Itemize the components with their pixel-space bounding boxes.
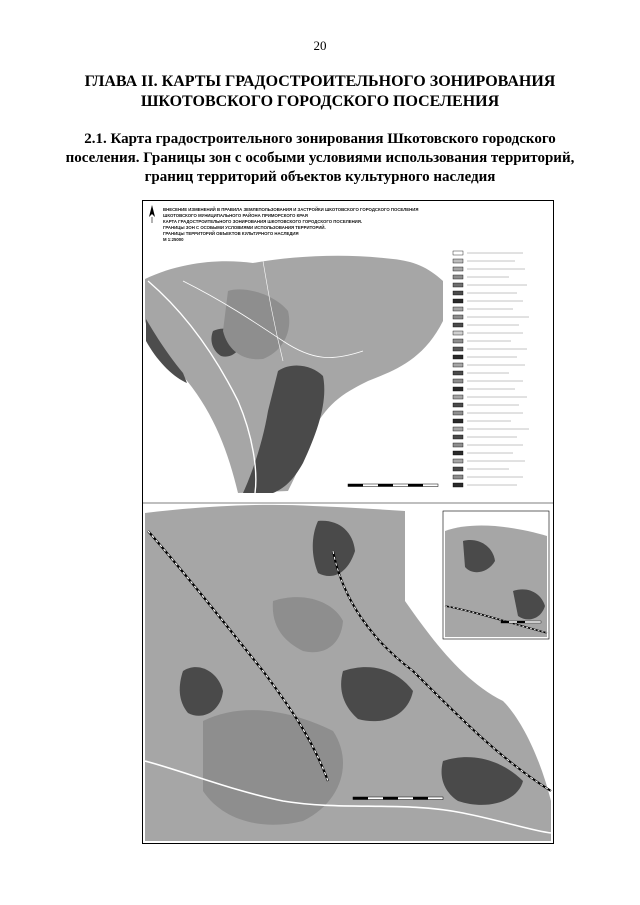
page-number: 20 <box>313 38 327 53</box>
zoning-map-graphic <box>143 201 553 843</box>
section-title-line-1: 2.1. Карта градостроительного зонирования Шкотовского городского <box>84 131 556 147</box>
map-header-line-3: КАРТА ГРАДОСТРОИТЕЛЬНОГО ЗОНИРОВАНИЯ ШКОТОВСКОГО ГОРОДСКОГО ПОСЕЛЕНИЯ. <box>163 219 363 224</box>
map-scale-label: М 1:25000 <box>163 237 184 242</box>
chapter-title-line-2: ШКОТОВСКОГО ГОРОДСКОГО ПОСЕЛЕНИЯ <box>140 93 500 110</box>
map-header-line-1: ВНЕСЕНИЕ ИЗМЕНЕНИЙ В ПРАВИЛА ЗЕМЛЕПОЛЬЗОВАНИЯ И ЗАСТРОЙКИ ШКОТОВСКОГО ГОРОДСКОГО ПОСЕЛЕНИЯ <box>163 207 419 212</box>
north-arrow-icon <box>149 205 155 223</box>
section-title-line-2: поселения. Границы зон с особыми условиями использования территорий, <box>65 150 575 166</box>
map-header-line-5: ГРАНИЦЫ ТЕРРИТОРИЙ ОБЪЕКТОВ КУЛЬТУРНОГО НАСЛЕДИЯ <box>163 231 299 236</box>
map-header-line-4: ГРАНИЦЫ ЗОН С ОСОБЫМИ УСЛОВИЯМИ ИСПОЛЬЗОВАНИЯ ТЕРРИТОРИЙ. <box>163 225 326 230</box>
map-legend <box>453 251 529 487</box>
inset-map <box>443 511 549 639</box>
scale-bar <box>353 797 443 800</box>
scale-bar <box>348 484 438 487</box>
chapter-title-line-1: ГЛАВА II. КАРТЫ ГРАДОСТРОИТЕЛЬНОГО ЗОНИРОВАНИЯ <box>84 73 556 90</box>
section-title-line-3: границ территорий объектов культурного наследия <box>144 169 496 185</box>
section-title <box>40 130 600 187</box>
map-header-line-2: ШКОТОВСКОГО МУНИЦИПАЛЬНОГО РАЙОНА ПРИМОРСКОГО КРАЯ <box>163 213 308 218</box>
map-header <box>163 207 523 243</box>
chapter-title <box>60 72 580 112</box>
upper-map <box>145 256 443 493</box>
zoning-map-sheet <box>142 200 554 844</box>
